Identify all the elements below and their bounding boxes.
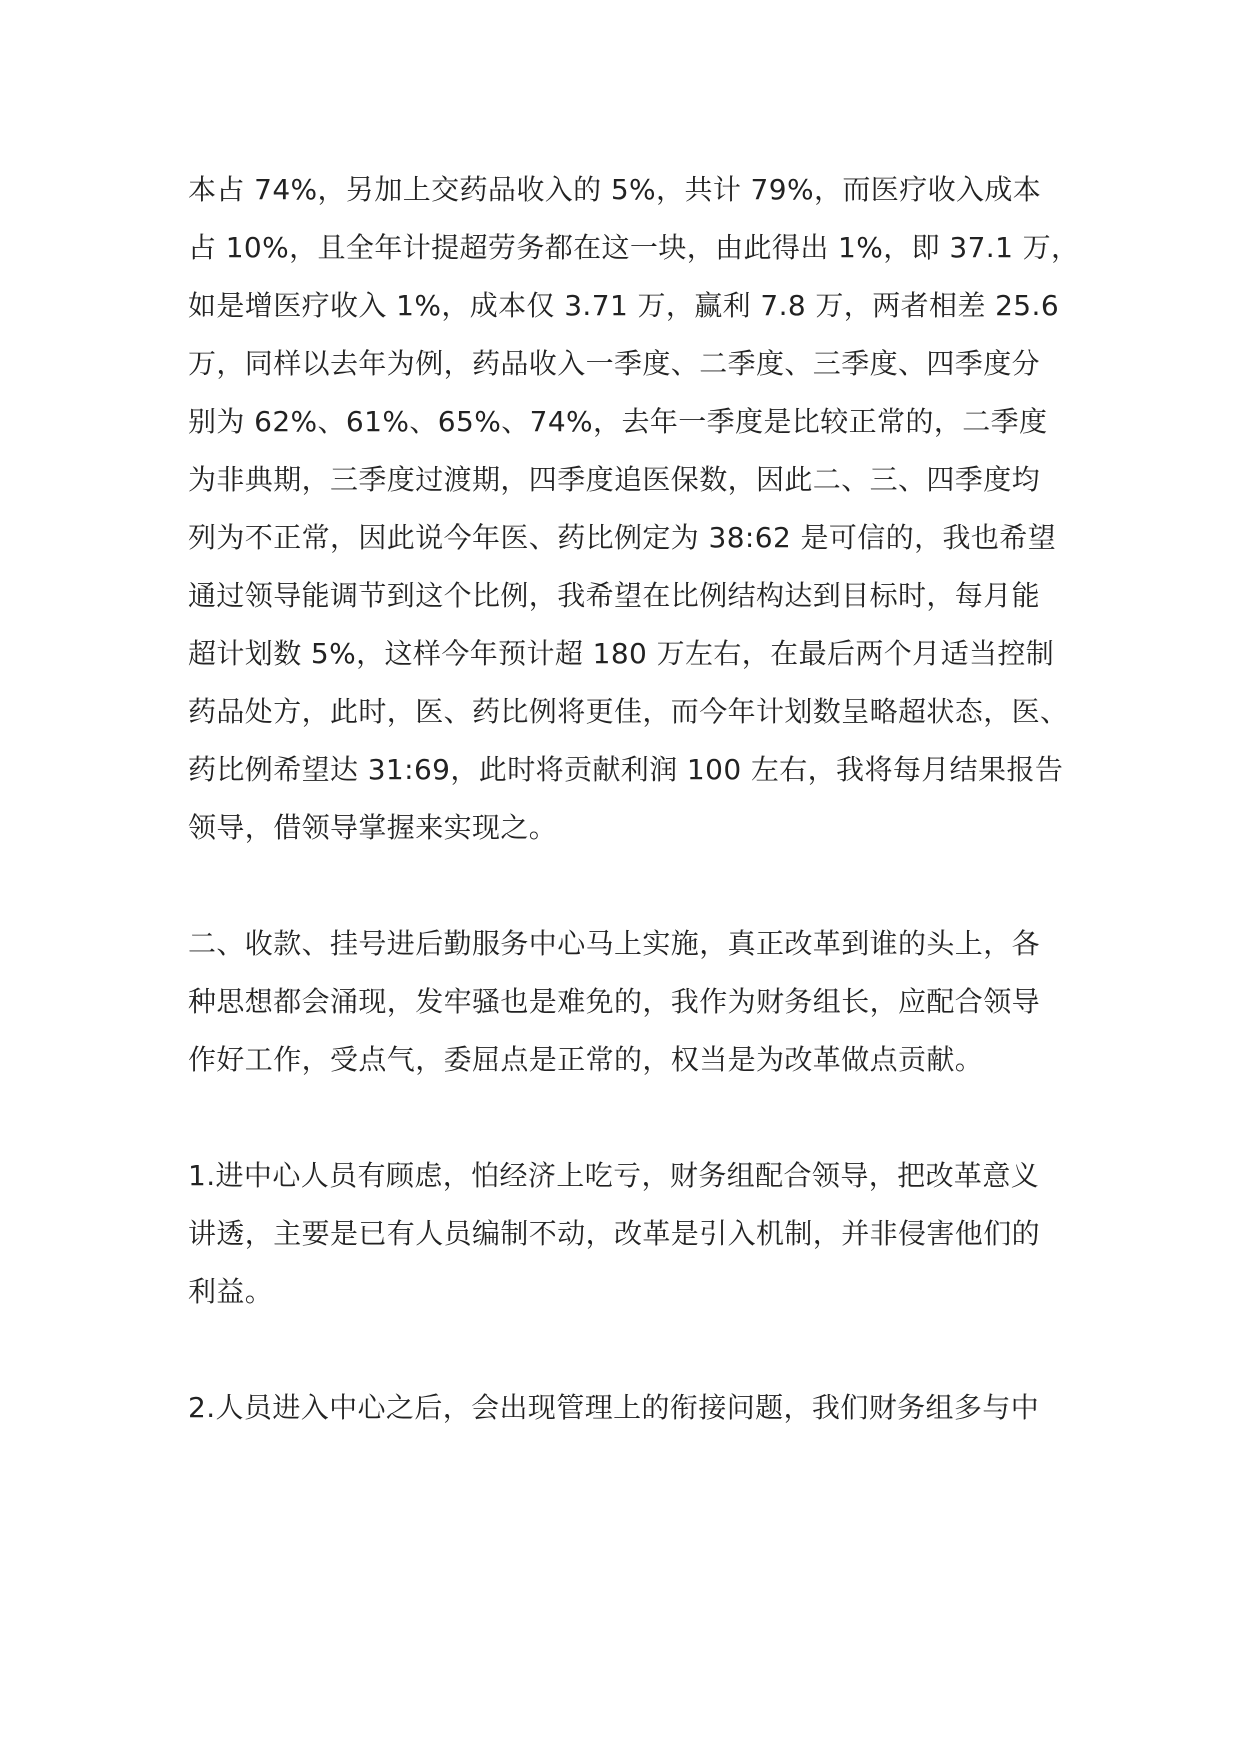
text-line: 超计划数 5%，这样今年预计超 180 万左右，在最后两个月适当控制 — [188, 637, 1055, 670]
text-line: 2.人员进入中心之后，会出现管理上的衔接问题，我们财务组多与中 — [188, 1391, 1040, 1424]
text-line: 为非典期，三季度过渡期，四季度追医保数，因此二、三、四季度均 — [188, 463, 1041, 496]
text-line: 种思想都会涌现，发牢骚也是难免的，我作为财务组长，应配合领导 — [188, 985, 1041, 1018]
text-line: 领导，借领导掌握来实现之。 — [188, 811, 558, 844]
text-line: 本占 74%，另加上交药品收入的 5%，共计 79%，而医疗收入成本 — [188, 173, 1042, 206]
text-line: 二、收款、挂号进后勤服务中心马上实施，真正改革到谁的头上，各 — [188, 927, 1041, 960]
text-line: 万，同样以去年为例，药品收入一季度、二季度、三季度、四季度分 — [188, 347, 1041, 380]
text-line: 占 10%，且全年计提超劳务都在这一块，由此得出 1%，即 37.1 万， — [188, 231, 1080, 264]
text-line: 药品处方，此时，医、药比例将更佳，而今年计划数呈略超状态，医、 — [188, 695, 1069, 728]
text-line: 讲透，主要是已有人员编制不动，改革是引入机制，并非侵害他们的 — [188, 1217, 1041, 1250]
text-line: 作好工作，受点气，委屈点是正常的，权当是为改革做点贡献。 — [188, 1043, 984, 1076]
text-line: 别为 62%、61%、65%、74%，去年一季度是比较正常的，二季度 — [188, 405, 1048, 438]
text-line: 1.进中心人员有顾虑，怕经济上吃亏，财务组配合领导，把改革意义 — [188, 1159, 1040, 1192]
text-line: 列为不正常，因此说今年医、药比例定为 38:62 是可信的，我也希望 — [188, 521, 1057, 554]
text-line: 利益。 — [188, 1275, 274, 1308]
text-line: 药比例希望达 31:69，此时将贡献利润 100 左右，我将每月结果报告 — [188, 753, 1064, 786]
text-line: 通过领导能调节到这个比例，我希望在比例结构达到目标时，每月能 — [188, 579, 1041, 612]
text-line: 如是增医疗收入 1%，成本仅 3.71 万，赢利 7.8 万，两者相差 25.6 — [188, 289, 1060, 322]
